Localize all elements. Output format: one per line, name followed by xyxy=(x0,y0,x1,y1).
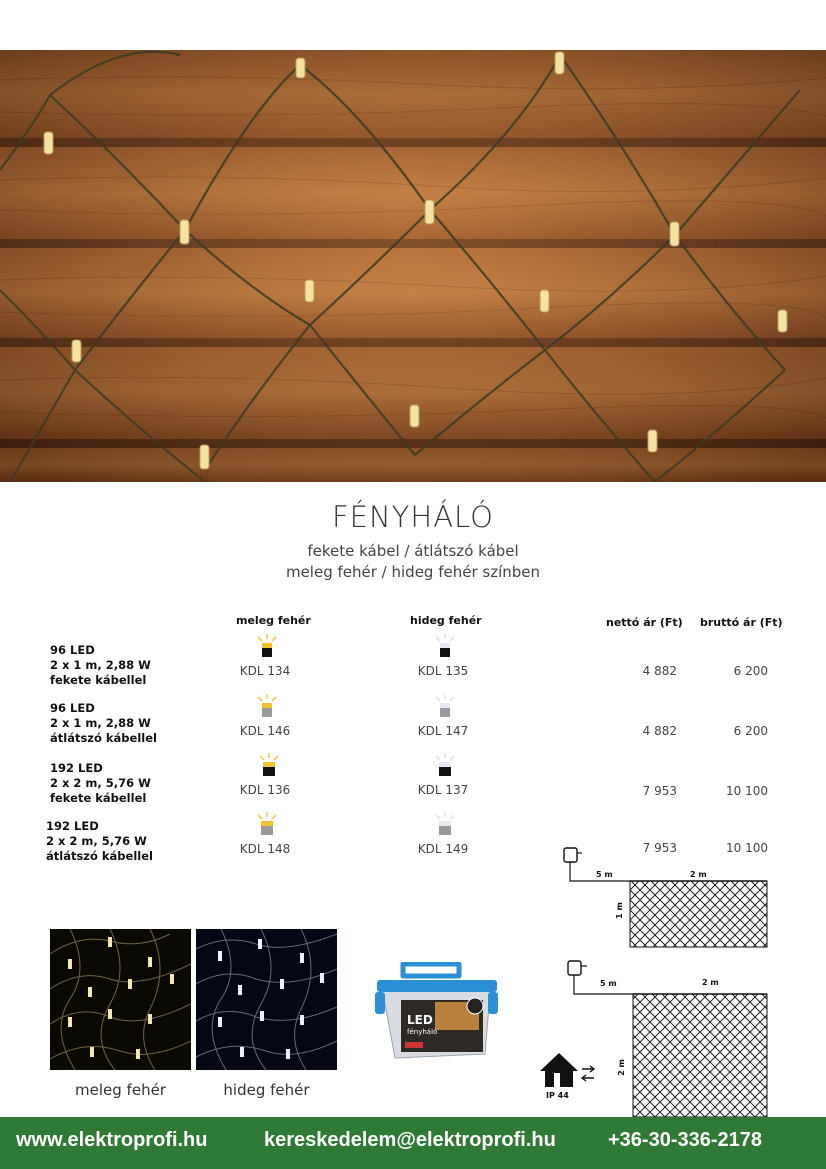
header-cold-white: hideg fehér xyxy=(410,614,482,627)
product-code-cold: KDL 149 xyxy=(417,842,469,856)
box-product-name: fényháló xyxy=(407,1028,438,1036)
header-net-price: nettó ár (Ft) xyxy=(606,616,683,629)
product-led-count: 192 LED xyxy=(50,761,103,775)
product-code-cold: KDL 137 xyxy=(417,783,469,797)
product-cable: átlátszó kábellel xyxy=(46,849,153,863)
outdoor-house-icon xyxy=(538,1051,600,1091)
cold-led-black-cable-icon xyxy=(433,752,457,778)
table-row xyxy=(50,761,151,806)
product-code-warm: KDL 148 xyxy=(239,842,291,856)
net-diagram-small xyxy=(560,845,775,950)
product-spec: 2 x 1 m, 2,88 W xyxy=(50,716,151,730)
product-code-cold: KDL 135 xyxy=(417,664,469,678)
product-code-warm: KDL 146 xyxy=(239,724,291,738)
ip-rating-label: IP 44 xyxy=(546,1091,569,1100)
cold-led-black-cable-icon xyxy=(433,633,457,659)
cold-led-clear-cable-icon xyxy=(433,693,457,719)
product-cable: fekete kábellel xyxy=(50,791,147,805)
cold-white-caption: hideg fehér xyxy=(223,1081,310,1099)
net-price: 7 953 xyxy=(642,784,677,798)
subtitle-color: meleg fehér / hideg fehér színben xyxy=(285,563,541,581)
footer-bar xyxy=(0,1117,826,1169)
table-row xyxy=(46,819,153,864)
warm-white-photo xyxy=(50,929,191,1070)
table-row xyxy=(50,701,157,746)
product-code-warm: KDL 136 xyxy=(239,783,291,797)
gross-price: 6 200 xyxy=(733,724,768,738)
net-price: 4 882 xyxy=(642,724,677,738)
net-height-label: 2 m xyxy=(616,1059,626,1076)
warm-led-black-cable-icon xyxy=(257,752,281,778)
warm-led-black-cable-icon xyxy=(255,633,279,659)
phone-number[interactable]: +36-30-336-2178 xyxy=(608,1129,763,1151)
product-spec: 2 x 1 m, 2,88 W xyxy=(50,658,151,672)
net-price: 7 953 xyxy=(642,841,677,855)
net-width-label: 2 m xyxy=(690,870,707,879)
warm-white-caption: meleg fehér xyxy=(75,1081,166,1099)
product-led-count: 192 LED xyxy=(46,819,99,833)
email-link[interactable]: kereskedelem@elektroprofi.hu xyxy=(264,1129,556,1151)
product-spec: 2 x 2 m, 5,76 W xyxy=(46,834,147,848)
website-link[interactable]: www.elektroprofi.hu xyxy=(16,1129,208,1151)
product-cable: fekete kábellel xyxy=(50,673,147,687)
gross-price: 10 100 xyxy=(726,784,768,798)
power-adapter-icon xyxy=(568,961,581,975)
page-title: FÉNYHÁLÓ xyxy=(331,500,494,534)
warm-led-clear-cable-icon xyxy=(255,811,279,837)
hero-image xyxy=(0,50,826,482)
cold-led-clear-cable-icon xyxy=(433,811,457,837)
cable-length-label: 5 m xyxy=(596,870,613,879)
box-brand: LED xyxy=(407,1013,433,1027)
product-code-cold: KDL 147 xyxy=(417,724,469,738)
header-gross-price: bruttó ár (Ft) xyxy=(700,616,783,629)
product-spec: 2 x 2 m, 5,76 W xyxy=(50,776,151,790)
power-adapter-icon xyxy=(564,848,577,862)
gross-price: 10 100 xyxy=(726,841,768,855)
product-box-image xyxy=(373,962,500,1062)
product-code-warm: KDL 134 xyxy=(239,664,291,678)
product-led-count: 96 LED xyxy=(50,643,95,657)
net-diagram-large xyxy=(560,957,775,1117)
header-warm-white: meleg fehér xyxy=(236,614,311,627)
warm-led-clear-cable-icon xyxy=(255,693,279,719)
net-price: 4 882 xyxy=(642,664,677,678)
subtitle-cable: fekete kábel / átlátszó kábel xyxy=(307,542,519,560)
product-led-count: 96 LED xyxy=(50,701,95,715)
gross-price: 6 200 xyxy=(733,664,768,678)
table-row xyxy=(50,643,151,688)
net-height-label: 1 m xyxy=(614,902,624,919)
cable-length-label: 5 m xyxy=(600,979,617,988)
product-cable: átlátszó kábellel xyxy=(50,731,157,745)
net-width-label: 2 m xyxy=(702,978,719,987)
cold-white-photo xyxy=(196,929,337,1070)
